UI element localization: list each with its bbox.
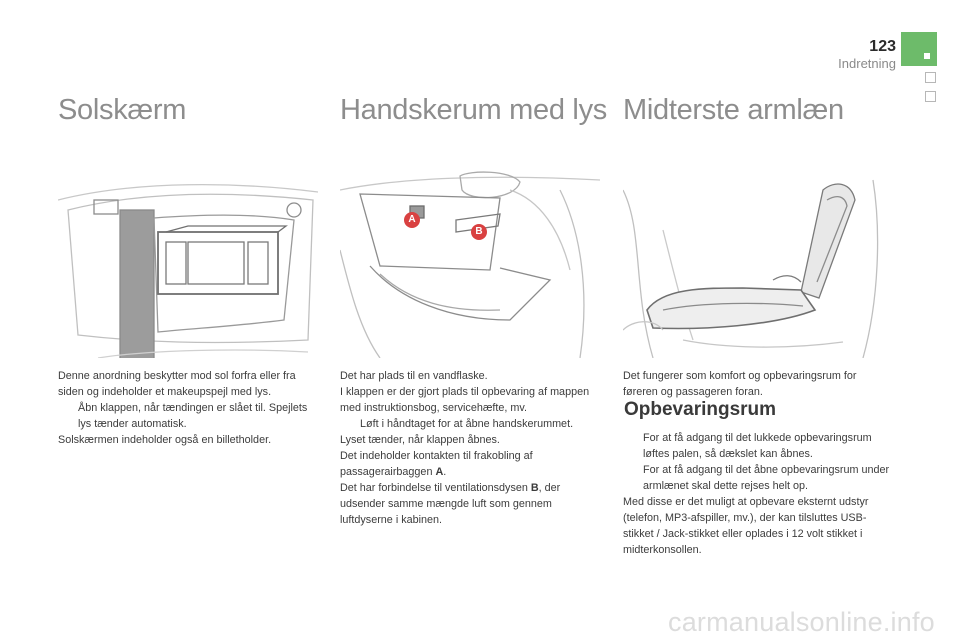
armrest-bullet-1: For at få adgang til det lukkede opbevaringsrum løftes palen, så dækslet kan åbnes. <box>643 432 872 460</box>
chapter-tab-empty <box>925 91 936 102</box>
bullet-checkbox-icon <box>623 462 643 494</box>
glove-box-line4-pre: Det indeholder kontakten til frakobling af passagerairbaggen <box>340 450 533 478</box>
sun-visor-outro: Solskærmen indeholder også en billetholder. <box>58 434 272 446</box>
sun-visor-illustration <box>58 170 318 358</box>
list-item <box>58 400 320 432</box>
glove-box-line4-bold: A <box>435 466 444 478</box>
glove-box-illustration <box>340 170 600 358</box>
sun-visor-bullet: Åbn klappen, når tændingen er slået til. Spejlets lys tænder automatisk. <box>78 402 308 430</box>
callout-badge-b <box>471 224 487 240</box>
list-item <box>340 416 604 432</box>
page-number: 123 <box>869 38 896 55</box>
armrest-outro: Med disse er det muligt at opbevare eksternt udstyr (telefon, MP3-afspiller, mv.), der kan tilsluttes USB-stikket / Jack-stikket eller oplades i 12 volt stikket i midterkonsollen. <box>623 496 869 556</box>
armrest-intro-block <box>623 368 891 400</box>
glove-box-line5-bold: B <box>530 482 539 494</box>
glove-box-text <box>340 368 604 528</box>
glove-box-line5-pre: Det har forbindelse til ventilationsdysen <box>340 482 531 494</box>
chapter-tab-empty <box>925 72 936 83</box>
bullet-checkbox-icon <box>340 416 360 432</box>
glove-box-bullet: Løft i håndtaget for at åbne handskerummet. <box>360 418 574 430</box>
tab-marker <box>924 53 930 59</box>
glove-box-line5-post: , der udsender samme mængde luft som gennem luftdyserne i kabinen. <box>340 482 561 526</box>
armrest-subheading: Opbevaringsrum <box>624 399 777 420</box>
armrest-bullet-2: For at få adgang til det åbne opbevaringsrum under armlænet skal dette rejses helt op. <box>643 464 890 492</box>
callout-label-a: A <box>408 214 416 225</box>
glove-box-line1: Det har plads til en vandflaske. <box>340 370 488 382</box>
section-label: Indretning <box>838 56 896 71</box>
sun-visor-title: Solskærm <box>58 94 187 126</box>
glove-box-line2: I klappen er der gjort plads til opbevaring af mappen med instruktionsbog, servicehæfte, mv. <box>340 386 590 414</box>
list-item <box>623 462 891 494</box>
armrest-text <box>623 430 891 558</box>
list-item <box>623 430 891 462</box>
glove-box-line3: Lyset tænder, når klappen åbnes. <box>340 434 500 446</box>
watermark: carmanualsonline.info <box>668 607 935 637</box>
sun-visor-text <box>58 368 320 448</box>
callout-badge-a <box>404 212 420 228</box>
callout-label-b: B <box>475 226 483 237</box>
armrest-intro: Det fungerer som komfort og opbevaringsrum for føreren og passageren foran. <box>623 370 857 398</box>
sun-visor-intro: Denne anordning beskytter mod sol forfra eller fra siden og indeholder et makeupspejl med lys. <box>58 370 296 398</box>
armrest-title: Midterste armlæn <box>623 94 844 126</box>
glove-box-line4-post: . <box>443 466 447 478</box>
glove-box-line5 <box>340 480 604 528</box>
glove-box-line4 <box>340 448 604 480</box>
glove-box-title: Handskerum med lys <box>340 94 607 126</box>
bullet-checkbox-icon <box>623 430 643 462</box>
bullet-checkbox-icon <box>58 400 78 432</box>
armrest-illustration <box>623 170 883 358</box>
chapter-tab-active <box>901 32 937 66</box>
